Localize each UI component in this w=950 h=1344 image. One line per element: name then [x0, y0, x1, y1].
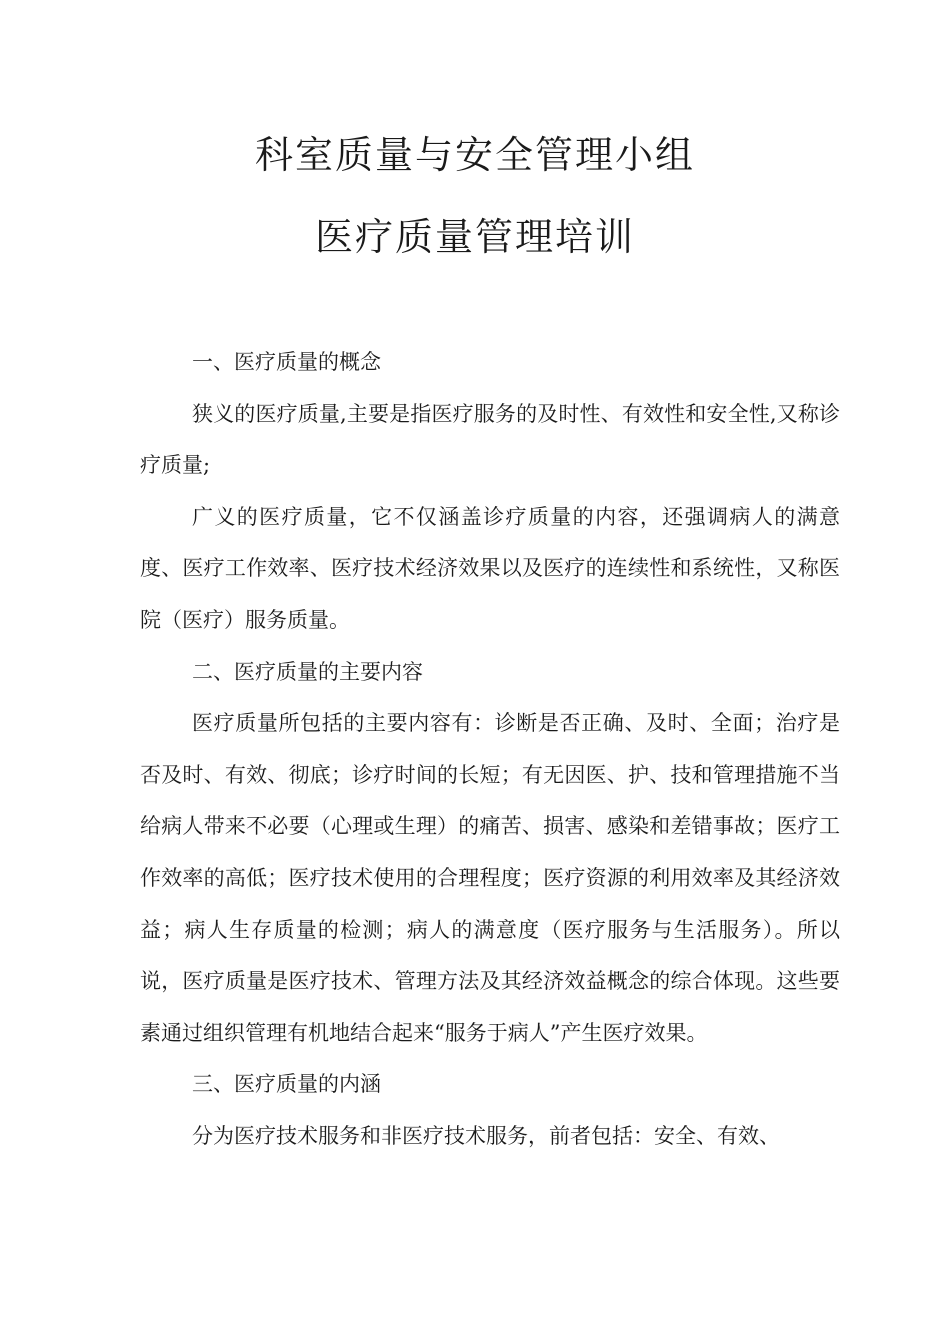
paragraph-narrow-definition: 狭义的医疗质量,主要是指医疗服务的及时性、有效性和安全性,又称诊疗质量; — [140, 401, 840, 478]
paragraph-main-content: 医疗质量所包括的主要内容有：诊断是否正确、及时、全面；治疗是否及时、有效、彻底；诊疗时间的长短；有无因医、护、技和管理措施不当给病人带来不必要（心理或生理）的痛苦、损害、感染和差错事故；医疗工作效率的高低；医疗技术使用的合理程度；医疗资源的利用效率及其经济效益；病人生存质量的检测；病人的满意度（医疗服务与生活服务）。所以说，医疗质量是医疗技术、管理方法及其经济效益概念的综合体现。这些要素通过组织管理有机地结合起来“服务于病人”产生医疗效果。 — [140, 711, 840, 1045]
section-heading-connotation: 三、医疗质量的内涵 — [192, 1072, 381, 1097]
section-heading-main-content: 二、医疗质量的主要内容 — [192, 659, 423, 684]
paragraph-broad-definition: 广义的医疗质量，它不仅涵盖诊疗质量的内容，还强调病人的满意度、医疗工作效率、医疗技术经济效果以及医疗的连续性和系统性，又称医院（医疗）服务质量。 — [140, 504, 840, 632]
paragraph-connotation: 分为医疗技术服务和非医疗技术服务，前者包括：安全、有效、 — [192, 1123, 780, 1148]
document-title-line2: 医疗质量管理培训 — [314, 215, 635, 259]
document-body — [140, 337, 840, 1163]
section-heading-concept: 一、医疗质量的概念 — [192, 350, 381, 374]
document-title-line1: 科室质量与安全管理小组 — [254, 133, 695, 177]
